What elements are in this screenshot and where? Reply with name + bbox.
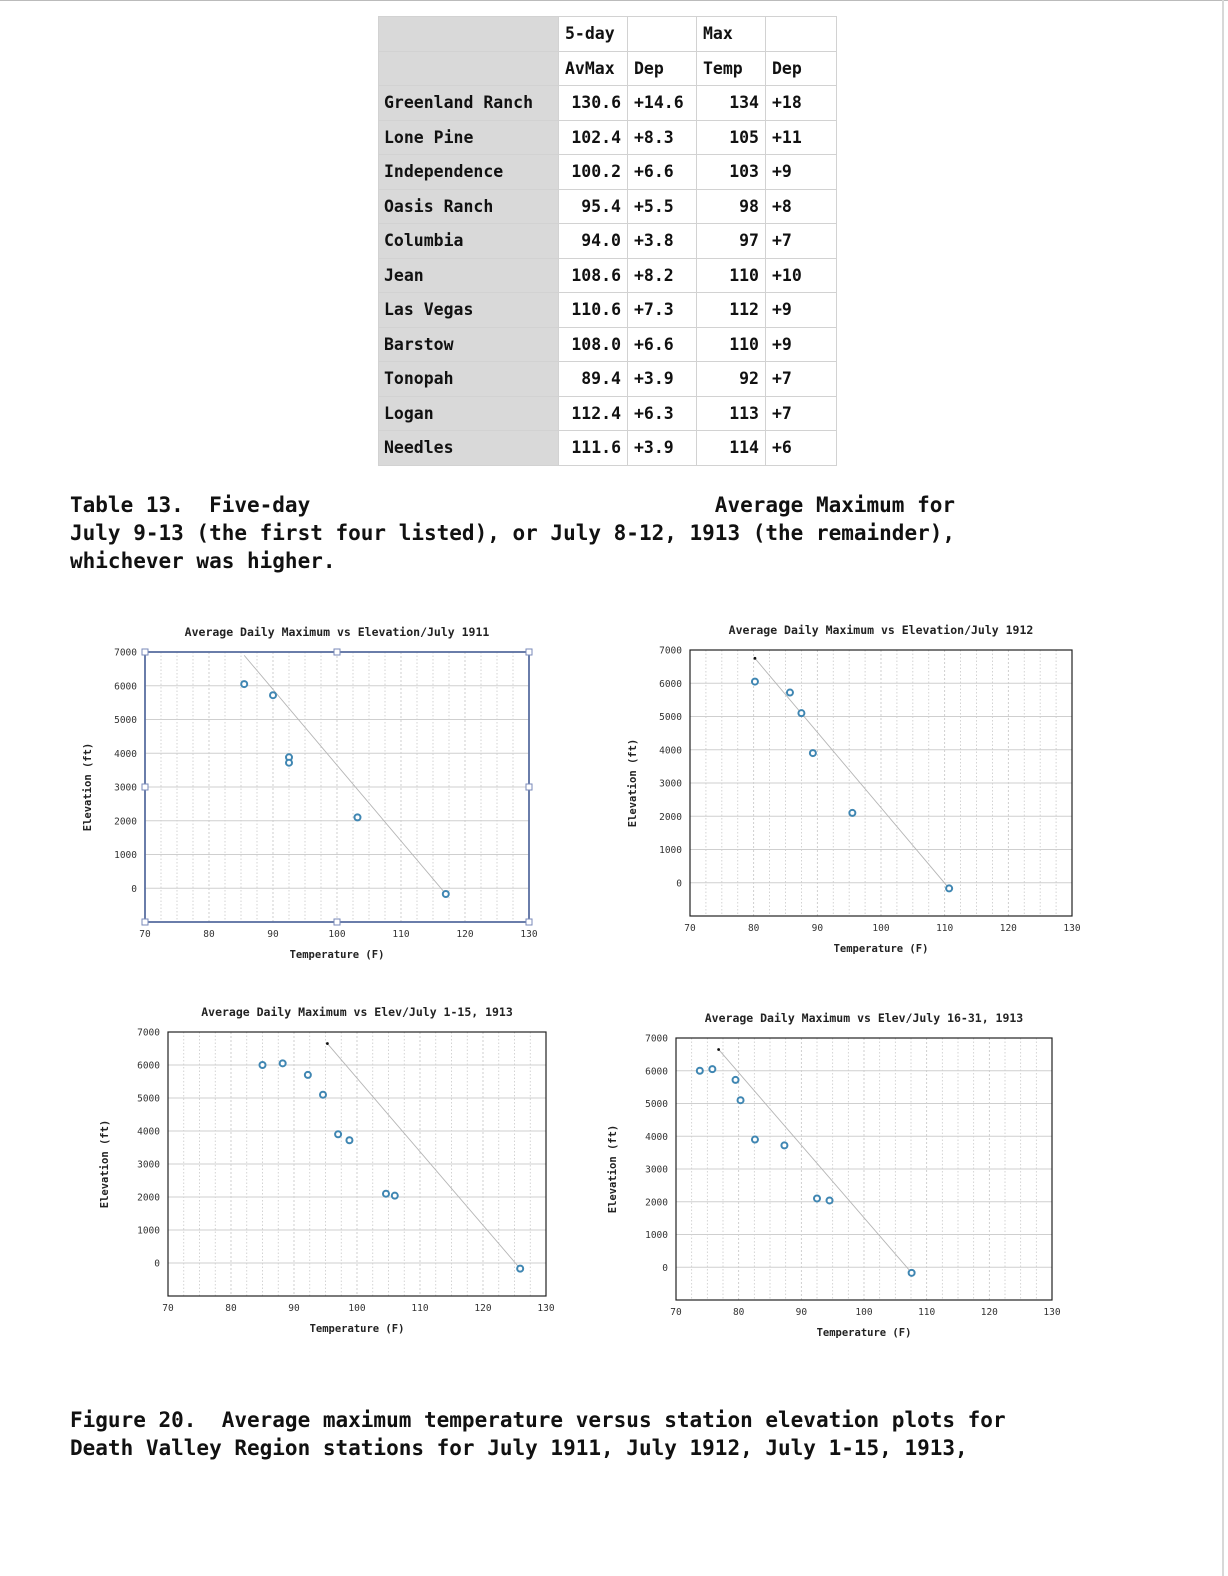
max-temp-cell: 105 [697, 120, 766, 155]
max-temp-departure-cell: +9 [766, 293, 837, 328]
y-tick-label: 7000 [659, 645, 682, 657]
x-tick-label: 70 [139, 929, 151, 940]
avmax-departure-cell: +3.9 [628, 431, 697, 466]
table-row [379, 293, 837, 328]
y-axis-label: Elevation (ft) [607, 1124, 619, 1214]
y-tick-label: 4000 [114, 748, 137, 760]
avmax-cell: 130.6 [559, 86, 628, 121]
table-row [379, 189, 837, 224]
avmax-cell: 111.6 [559, 431, 628, 466]
station-name-cell: Oasis Ranch [379, 189, 559, 224]
y-tick-label: 2000 [114, 816, 137, 828]
max-temp-departure-cell: +7 [766, 362, 837, 397]
x-tick-label: 80 [203, 929, 215, 940]
x-tick-label: 90 [267, 929, 279, 940]
station-name-cell: Needles [379, 431, 559, 466]
data-point [787, 690, 793, 696]
table-header-cell: Max [697, 17, 766, 52]
avmax-departure-cell: +8.3 [628, 120, 697, 155]
y-tick-label: 1000 [659, 845, 682, 856]
x-tick-label: 100 [872, 923, 890, 934]
data-point [280, 1060, 286, 1066]
x-tick-label: 80 [732, 1307, 745, 1318]
max-temp-cell: 110 [697, 327, 766, 362]
y-tick-label: 3000 [659, 778, 682, 790]
selection-handle [526, 919, 532, 925]
y-tick-label: 0 [154, 1258, 160, 1270]
data-point [810, 750, 816, 756]
data-point [798, 710, 804, 716]
y-tick-label: 3000 [114, 782, 137, 794]
y-tick-label: 2000 [659, 811, 682, 823]
y-tick-label: 4000 [137, 1126, 160, 1138]
max-temp-departure-cell: +9 [766, 327, 837, 362]
y-tick-label: 7000 [114, 647, 137, 659]
data-point [286, 760, 292, 766]
y-tick-label: 0 [131, 883, 137, 895]
avmax-cell: 108.0 [559, 327, 628, 362]
y-tick-label: 2000 [645, 1197, 668, 1209]
table-caption: Table 13. Five-day Average Maximum for July 9-13 (the first four listed), or July 8-12, 1913 (the remainder), whichever was higher. [70, 493, 956, 573]
avmax-cell: 89.4 [559, 362, 628, 397]
avmax-departure-cell: +7.3 [628, 293, 697, 328]
avmax-departure-cell: +3.8 [628, 224, 697, 259]
data-point [443, 891, 449, 897]
x-tick-label: 110 [918, 1307, 936, 1318]
max-temp-cell: 97 [697, 224, 766, 259]
trend-line [244, 655, 446, 894]
table-row [379, 86, 837, 121]
data-point [260, 1062, 266, 1068]
station-name-cell: Tonopah [379, 362, 559, 397]
data-point [814, 1195, 820, 1201]
selection-handle [334, 919, 340, 925]
x-tick-label: 110 [936, 923, 954, 934]
station-name-cell: Greenland Ranch [379, 86, 559, 121]
table-header-cell: Temp [697, 51, 766, 86]
y-axis-label: Elevation (ft) [627, 738, 639, 828]
figure-caption: Figure 20. Average maximum temperature versus station elevation plots for Death Valley Region stations for July 1911, July 1912, July 1-15, 1913, [70, 1408, 1006, 1460]
data-point [517, 1266, 523, 1272]
y-tick-label: 5000 [114, 715, 137, 726]
y-tick-label: 6000 [645, 1066, 668, 1078]
avmax-cell: 100.2 [559, 155, 628, 190]
data-point [752, 679, 758, 685]
data-point [946, 885, 952, 891]
chart-title: Average Daily Maximum vs Elevation/July 1911 [184, 625, 490, 639]
x-tick-label: 90 [811, 923, 824, 934]
y-tick-label: 3000 [137, 1159, 160, 1171]
max-temp-departure-cell: +9 [766, 155, 837, 190]
station-name-cell: Columbia [379, 224, 559, 259]
data-point [827, 1197, 833, 1203]
data-point [697, 1068, 703, 1074]
x-tick-label: 120 [456, 929, 474, 940]
max-temp-cell: 92 [697, 362, 766, 397]
y-tick-label: 6000 [137, 1060, 160, 1072]
x-tick-label: 70 [162, 1303, 174, 1314]
table-row [379, 120, 837, 155]
trend-endpoint [754, 657, 757, 660]
y-tick-label: 6000 [659, 678, 682, 690]
avmax-departure-cell: +6.6 [628, 327, 697, 362]
chart-title: Average Daily Maximum vs Elevation/July 1912 [728, 623, 1034, 637]
y-tick-label: 5000 [645, 1099, 668, 1110]
y-tick-label: 4000 [645, 1131, 668, 1143]
x-tick-label: 90 [288, 1303, 300, 1314]
table-row [379, 362, 837, 397]
scatter-plot-july-1911 [78, 620, 548, 965]
x-tick-label: 130 [520, 929, 538, 940]
x-axis-label: Temperature (F) [309, 1323, 405, 1335]
table-header-cell [379, 51, 559, 86]
data-point [241, 681, 247, 687]
trend-endpoint [717, 1048, 720, 1051]
selection-handle [142, 784, 148, 790]
max-temp-cell: 114 [697, 431, 766, 466]
selection-handle [142, 649, 148, 655]
max-temp-departure-cell: +7 [766, 224, 837, 259]
page-top-border [0, 0, 1228, 1]
station-name-cell: Las Vegas [379, 293, 559, 328]
chart-title: Average Daily Maximum vs Elev/July 1-15, 1913 [201, 1005, 513, 1019]
data-point [354, 814, 360, 820]
table-row [379, 155, 837, 190]
data-point [909, 1270, 915, 1276]
data-point [305, 1072, 311, 1078]
avmax-cell: 102.4 [559, 120, 628, 155]
scatter-plot-july-1-15-1913 [100, 1000, 560, 1340]
x-tick-label: 70 [684, 923, 696, 934]
max-temp-departure-cell: +6 [766, 431, 837, 466]
max-temp-cell: 134 [697, 86, 766, 121]
y-tick-label: 0 [662, 1262, 668, 1274]
x-tick-label: 130 [1063, 923, 1081, 934]
data-point [752, 1137, 758, 1143]
x-axis-label: Temperature (F) [833, 943, 929, 955]
station-name-cell: Independence [379, 155, 559, 190]
data-point [335, 1131, 341, 1137]
scatter-plot-july-16-31-1913 [608, 1008, 1070, 1348]
temperature-table [378, 16, 837, 466]
max-temp-departure-cell: +10 [766, 258, 837, 293]
x-tick-label: 130 [1043, 1307, 1061, 1318]
max-temp-departure-cell: +18 [766, 86, 837, 121]
y-tick-label: 5000 [137, 1093, 160, 1105]
data-point [738, 1097, 744, 1103]
trend-line [327, 1044, 520, 1269]
y-tick-label: 3000 [645, 1164, 668, 1176]
avmax-departure-cell: +14.6 [628, 86, 697, 121]
data-point [709, 1066, 715, 1072]
max-temp-cell: 98 [697, 189, 766, 224]
y-tick-label: 0 [676, 878, 682, 890]
x-tick-label: 120 [999, 923, 1017, 934]
table-header-row [379, 51, 837, 86]
table-row [379, 327, 837, 362]
data-point [849, 810, 855, 816]
data-point [270, 692, 276, 698]
selection-handle [334, 649, 340, 655]
data-point [733, 1077, 739, 1083]
x-tick-label: 110 [411, 1303, 429, 1314]
max-temp-departure-cell: +7 [766, 396, 837, 431]
scatter-plot-july-1912 [622, 618, 1084, 963]
y-tick-label: 1000 [137, 1225, 160, 1237]
avmax-departure-cell: +8.2 [628, 258, 697, 293]
table-header-cell: AvMax [559, 51, 628, 86]
chart-title: Average Daily Maximum vs Elev/July 16-31, 1913 [704, 1011, 1024, 1025]
avmax-cell: 112.4 [559, 396, 628, 431]
x-tick-label: 100 [328, 929, 346, 940]
station-name-cell: Lone Pine [379, 120, 559, 155]
table-header-cell: Dep [628, 51, 697, 86]
selection-handle [142, 919, 148, 925]
table-row [379, 431, 837, 466]
y-tick-label: 7000 [137, 1027, 160, 1039]
avmax-departure-cell: +3.9 [628, 362, 697, 397]
station-name-cell: Jean [379, 258, 559, 293]
table-header-cell [628, 17, 697, 52]
avmax-departure-cell: +6.3 [628, 396, 697, 431]
max-temp-cell: 110 [697, 258, 766, 293]
table-row [379, 258, 837, 293]
table-row [379, 396, 837, 431]
y-tick-label: 5000 [659, 712, 682, 723]
x-tick-label: 80 [225, 1303, 237, 1314]
max-temp-cell: 113 [697, 396, 766, 431]
selection-handle [526, 649, 532, 655]
x-tick-label: 130 [537, 1303, 555, 1314]
data-point [392, 1193, 398, 1199]
avmax-cell: 108.6 [559, 258, 628, 293]
y-tick-label: 1000 [114, 850, 137, 861]
y-tick-label: 4000 [659, 745, 682, 757]
page-right-edge [1222, 0, 1224, 1576]
trend-line [719, 1049, 912, 1272]
x-tick-label: 70 [670, 1307, 682, 1318]
data-point [383, 1191, 389, 1197]
x-axis-label: Temperature (F) [289, 949, 385, 961]
max-temp-departure-cell: +8 [766, 189, 837, 224]
station-name-cell: Logan [379, 396, 559, 431]
avmax-cell: 95.4 [559, 189, 628, 224]
x-tick-label: 100 [348, 1303, 366, 1314]
x-tick-label: 120 [474, 1303, 492, 1314]
y-tick-label: 2000 [137, 1192, 160, 1204]
max-temp-departure-cell: +11 [766, 120, 837, 155]
table-header-cell: Dep [766, 51, 837, 86]
table-header-cell [379, 17, 559, 52]
data-point [320, 1092, 326, 1098]
y-tick-label: 6000 [114, 681, 137, 693]
data-point [346, 1137, 352, 1143]
avmax-departure-cell: +6.6 [628, 155, 697, 190]
x-tick-label: 120 [980, 1307, 998, 1318]
y-tick-label: 1000 [645, 1230, 668, 1241]
x-tick-label: 100 [855, 1307, 873, 1318]
data-point [781, 1142, 787, 1148]
avmax-cell: 94.0 [559, 224, 628, 259]
max-temp-cell: 103 [697, 155, 766, 190]
x-tick-label: 110 [392, 929, 410, 940]
avmax-departure-cell: +5.5 [628, 189, 697, 224]
table-header-row [379, 17, 837, 52]
x-axis-label: Temperature (F) [816, 1327, 912, 1339]
table-header-cell [766, 17, 837, 52]
y-axis-label: Elevation (ft) [82, 742, 94, 832]
selection-handle [526, 784, 532, 790]
trend-line [755, 658, 949, 888]
avmax-cell: 110.6 [559, 293, 628, 328]
table-header-cell: 5-day [559, 17, 628, 52]
max-temp-cell: 112 [697, 293, 766, 328]
table-row [379, 224, 837, 259]
x-tick-label: 90 [795, 1307, 808, 1318]
y-tick-label: 7000 [645, 1033, 668, 1045]
station-name-cell: Barstow [379, 327, 559, 362]
x-tick-label: 80 [747, 923, 760, 934]
trend-endpoint [326, 1042, 329, 1045]
y-axis-label: Elevation (ft) [99, 1119, 111, 1209]
